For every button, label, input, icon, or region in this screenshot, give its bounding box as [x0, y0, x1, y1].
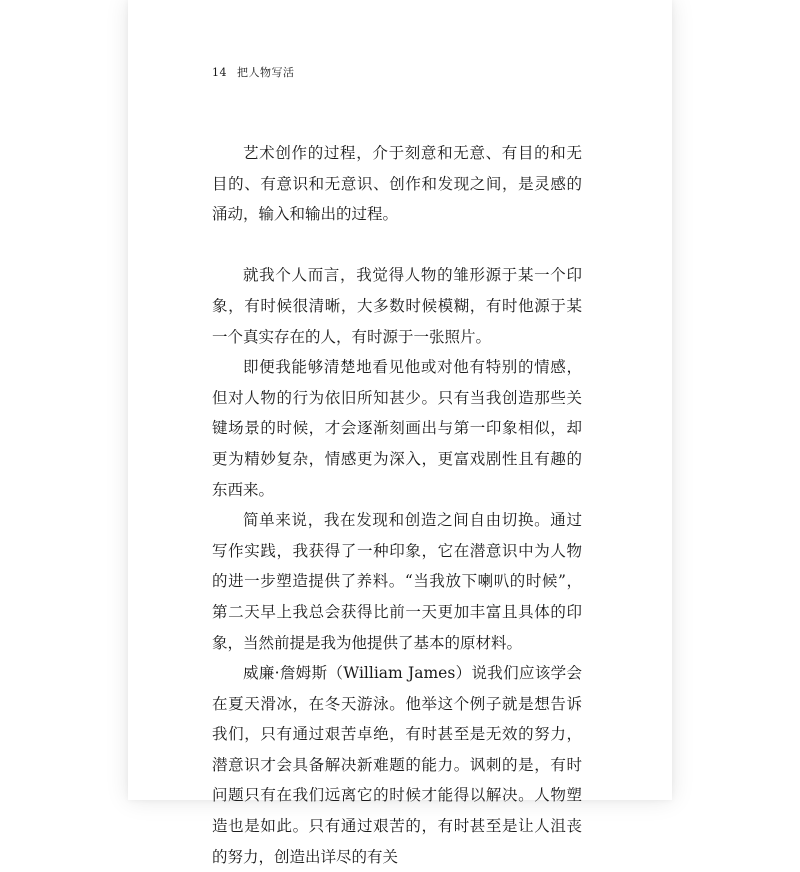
body-text	[212, 138, 582, 872]
paragraph: 艺术创作的过程，介于刻意和无意、有目的和无目的、有意识和无意识、创作和发现之间，是灵感的涌动，输入和输出的过程。	[212, 144, 582, 224]
book-page	[128, 0, 672, 866]
paragraph: 简单来说，我在发现和创造之间自由切换。通过写作实践，我获得了一种印象，它在潜意识中为人物的进一步塑造提供了养料。“当我放下喇叭的时候”，第二天早上我总会获得比前一天更加丰富且具体的印象，当然前提是我为他提供了基本的原材料。	[212, 511, 582, 652]
page-number: 14	[212, 66, 227, 79]
running-header	[212, 64, 295, 80]
paragraph: 威廉·詹姆斯（William James）说我们应该学会在夏天滑冰，在冬天游泳。他举这个例子就是想告诉我们，只有通过艰苦卓绝，有时甚至是无效的努力，潜意识才会具备解决新难题的能力。讽刺的是，有时问题只有在我们远离它的时候才能得以解决。人物塑造也是如此。只有通过艰苦的，有时甚至是让人沮丧的努力，创造出详尽的有关	[212, 664, 582, 866]
paragraph: 就我个人而言，我觉得人物的雏形源于某一个印象，有时候很清晰，大多数时候模糊，有时他源于某一个真实存在的人，有时源于一张照片。	[212, 266, 582, 346]
chapter-title: 把人物写活	[237, 66, 295, 79]
paragraph: 即便我能够清楚地看见他或对他有特别的情感，但对人物的行为依旧所知甚少。只有当我创造那些关键场景的时候，才会逐渐刻画出与第一印象相似，却更为精妙复杂，情感更为深入，更富戏剧性且有趣的东西来。	[212, 358, 582, 499]
